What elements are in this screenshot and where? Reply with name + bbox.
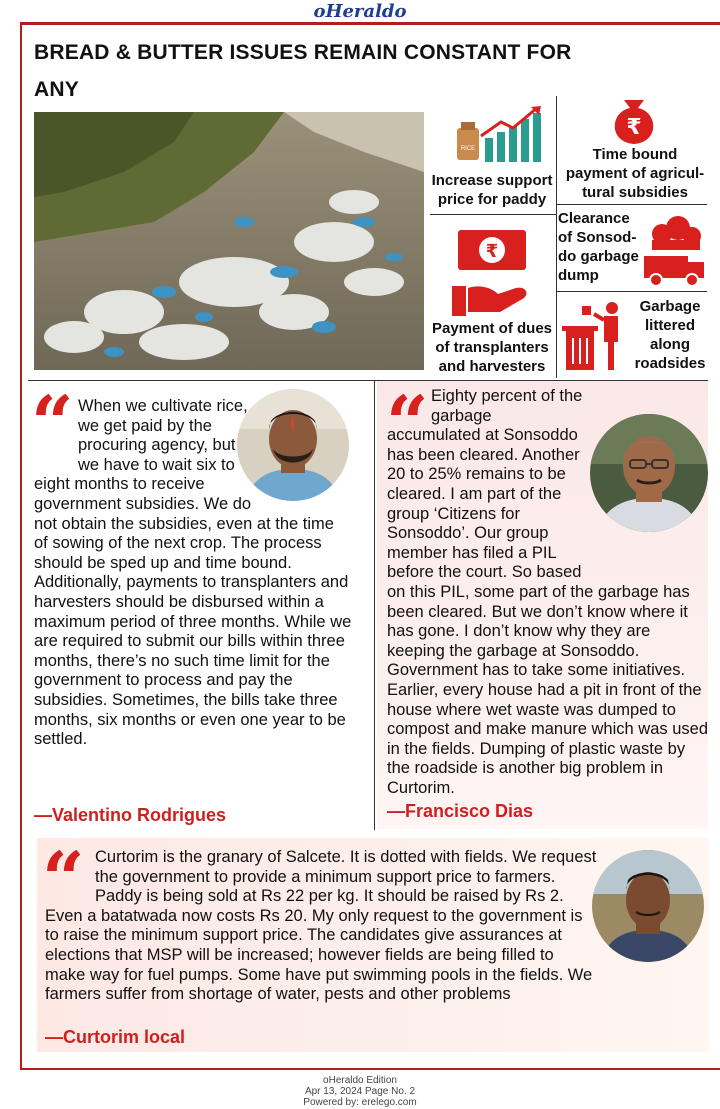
issue-garbage-littered: Garbage littered along roadsides — [634, 298, 706, 372]
quote-local-text — [45, 848, 597, 1005]
garbage-dump-photo — [34, 112, 424, 370]
quote-valentino-text — [34, 397, 352, 750]
byline-valentino: —Valentino Rodrigues — [34, 805, 227, 825]
page-footer — [0, 1075, 720, 1108]
infographic-divider-right-1 — [557, 204, 707, 205]
quote-local-body: Curtorim is the granary of Salcete. It is dotted with fields. We request the government to provide a minimum support price to farmers. Paddy is being sold at Rs 22 per kg. It should be raised by Rs 2. Even a batatwada now costs Rs 20. My only request to the government is to raise the minimum support price. The candidates give assurances at elections that MSP will be increased; however fields are being filled to make way for fuel pumps. Some have put swimming pools in the fields. We farmers suffer from shortage of water, pests and other problems — [45, 848, 597, 1004]
footer-date-page: Apr 13, 2024 Page No. 2 — [304, 1086, 416, 1097]
quote-valentino-body: When we cultivate rice, we get paid by the procuring agency, but we have to wait six to eight months to receive government subsidies. We do not obtain the subsidies, even at the time of sowing of the next crop. The process should be sped up and time bound. Additionally, payments to transplanters and harvesters should be disbursed within a maximum period of three months. While we are required to submit our bills within three months, there’s no such time limit for the government to process and pay the subsidies. Sometimes, the bills take three months, six months or even one year to be settled. — [34, 397, 352, 749]
quote-local-indent — [45, 848, 95, 888]
infographic-divider-vertical — [556, 96, 557, 378]
issue-payment-of-dues: Payment of dues of transplanters and harvesters — [431, 320, 553, 375]
rice-bag-label: RICE — [460, 146, 476, 152]
quote-francisco-indent — [387, 387, 431, 425]
byline-francisco: —Francisco Dias — [387, 801, 534, 821]
footer-powered-by: Powered by: erelego.com — [303, 1097, 417, 1108]
herald-logo: oHeraldo — [313, 1, 407, 22]
quote-francisco-photo-wrap — [588, 415, 710, 565]
rupee-bag-icon — [604, 96, 664, 146]
quote-valentino-indent — [34, 397, 78, 457]
svg-text:₹: ₹ — [626, 115, 642, 140]
footer-edition: oHeraldo Edition — [323, 1075, 397, 1086]
quote-mark-icon: “ — [31, 381, 64, 467]
quote-valentino-photo-wrap — [256, 389, 352, 509]
growth-chart-icon — [455, 104, 555, 164]
quote-column-divider — [374, 381, 375, 830]
quote-mark-icon: “ — [42, 837, 75, 923]
issue-clearance-dump: Clearance of Sonsod-do garbage dump — [558, 210, 639, 284]
quote-francisco-text — [386, 381, 710, 798]
quote-francisco-body: Eighty percent of the garbage accumulated at Sonsoddo has been cleared. Another 20 to 25% remains to be cleared. I am part of the group ‘Citizens for Sonsoddo’. Our group member has filed a PIL before the court. So based on this PIL, some part of the garbage has been cleared. But we don’t know where it has gone. I don’t know why they are keeping the garbage at Sonsoddo. Government has to take some initiatives. Earlier, every house had a pit in front of the house where wet waste was dumped to compost and make manure which was used in the fields. Dumping of plastic waste by the roadside is another big problem in Curtorim. — [387, 387, 708, 797]
garbage-truck-icon — [640, 212, 708, 288]
littering-icon — [560, 300, 626, 372]
issue-support-price: Increase support price for paddy — [431, 172, 553, 208]
svg-text:₹: ₹ — [485, 241, 499, 262]
headline-line-1: BREAD & BUTTER ISSUES REMAIN CONSTANT FOR ANY — [34, 41, 572, 101]
infographic-divider-right-2 — [557, 291, 707, 292]
curtorim-local-portrait — [592, 850, 704, 962]
infographic-divider-left — [430, 214, 556, 215]
byline-curtorim-local: —Curtorim local — [45, 1027, 186, 1047]
issue-time-bound-subsidies: Time bound payment of agricul-tural subsidies — [565, 146, 705, 201]
masthead — [0, 0, 720, 24]
quote-mark-icon: “ — [386, 381, 419, 467]
payment-hand-icon — [446, 226, 536, 318]
